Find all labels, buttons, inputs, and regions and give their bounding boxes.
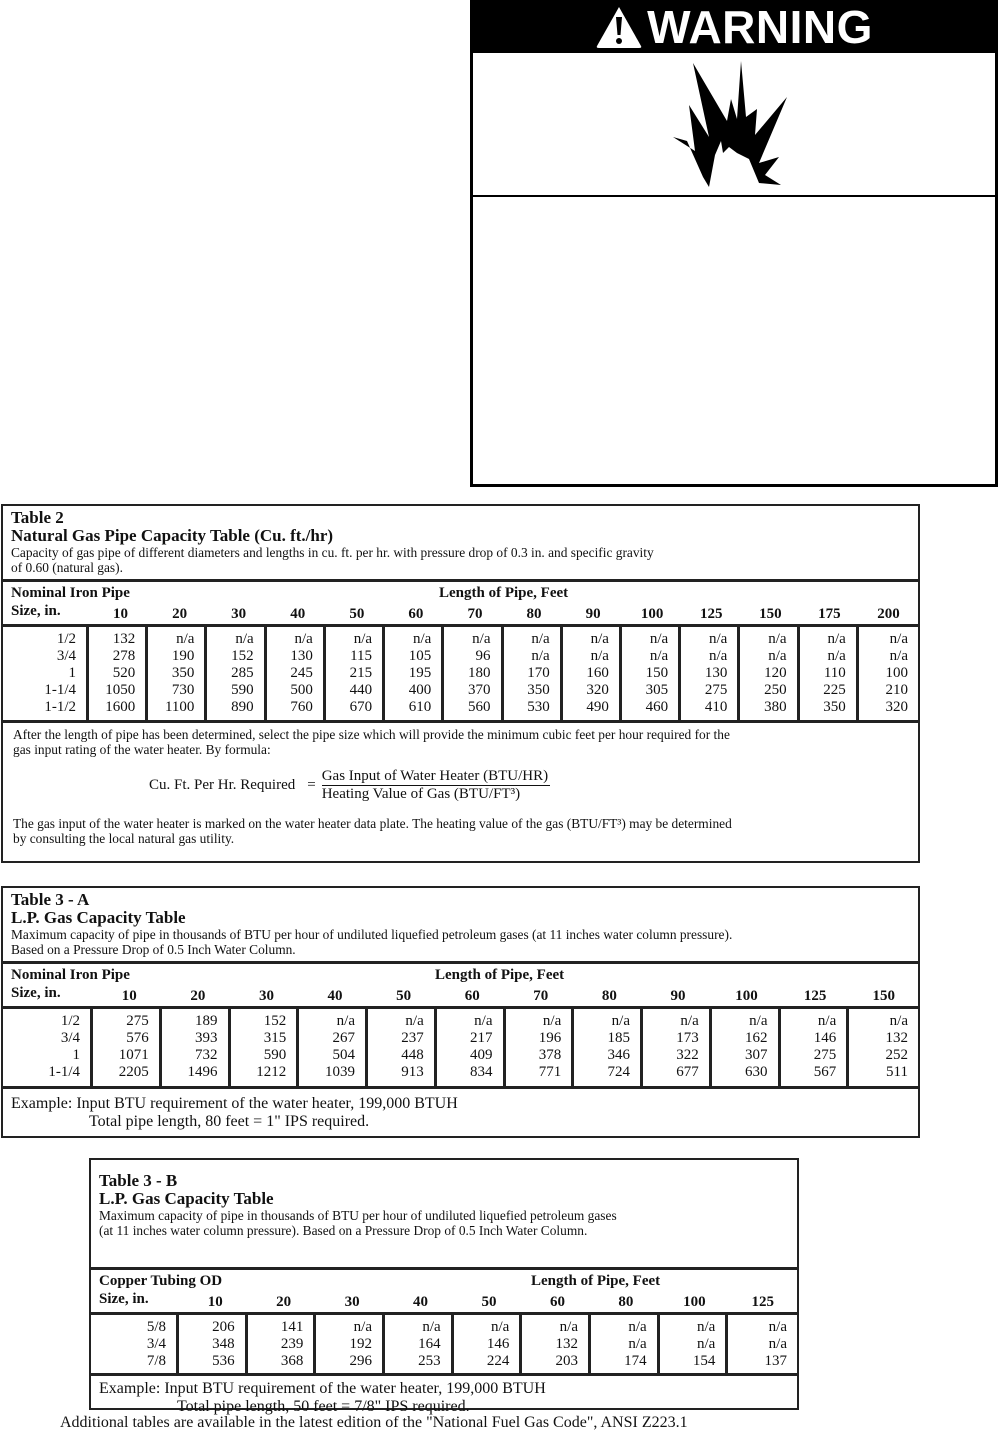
length-headers (181, 1294, 797, 1311)
value-column (622, 627, 681, 720)
table-cell: 296 (349, 1353, 372, 1369)
table-number: Table 3 - A (11, 890, 90, 909)
size-label: 1-1/2 (44, 699, 76, 715)
table-cell: 490 (586, 699, 609, 715)
table-cell: n/a (559, 1319, 578, 1335)
value-column (781, 1009, 850, 1086)
table-cell: n/a (531, 648, 550, 664)
table-cell: 152 (263, 1013, 287, 1029)
table-cell: 1071 (118, 1047, 149, 1063)
formula-fraction (322, 769, 550, 802)
note-text: The gas input of the water heater is marked on the water heater data plate. The heating value of the gas (BTU/FT³) may be determined (13, 816, 732, 831)
table-cell: n/a (889, 648, 908, 664)
column-header (3, 582, 918, 627)
size-label: 7/8 (146, 1353, 166, 1369)
table-cell: n/a (628, 1336, 647, 1352)
warning-header (473, 0, 995, 53)
length-header: 40 (290, 606, 306, 622)
table-cell: 560 (468, 699, 491, 715)
length-header: 60 (464, 988, 480, 1004)
example-text: Total pipe length, 80 feet = 1" IPS required. (89, 1113, 370, 1130)
length-header: 80 (526, 606, 542, 622)
formula-numerator: Gas Input of Water Heater (BTU/HR) (321, 768, 549, 784)
value-column (660, 1315, 729, 1373)
table-cell: 174 (624, 1353, 647, 1369)
value-column (437, 1009, 506, 1086)
table-cell: 1212 (256, 1064, 287, 1080)
table-cell: 1050 (105, 682, 136, 698)
length-header: 40 (413, 1294, 429, 1310)
size-column (3, 627, 89, 720)
table-cell: 1600 (105, 699, 136, 715)
length-header: 40 (327, 988, 343, 1004)
value-column (248, 1315, 317, 1373)
table-cell: 173 (676, 1030, 699, 1046)
column-header (91, 1270, 797, 1315)
warning-body (473, 197, 995, 480)
length-header: 20 (190, 988, 206, 1004)
table-cell: 576 (126, 1030, 149, 1046)
table-cell: n/a (697, 1336, 716, 1352)
length-header: 125 (699, 606, 723, 622)
length-header: 175 (818, 606, 841, 622)
table-cell: n/a (336, 1013, 355, 1029)
table-cell: 192 (349, 1336, 372, 1352)
length-header: 125 (803, 988, 827, 1004)
table-cell: 267 (332, 1030, 355, 1046)
table-cell: 834 (470, 1064, 493, 1080)
table-notes (3, 723, 918, 850)
table-cell: 520 (112, 665, 136, 681)
table-cell: 448 (401, 1047, 424, 1063)
table-cell: 206 (212, 1319, 235, 1335)
table-cell: 196 (538, 1030, 562, 1046)
table-cell: 185 (607, 1030, 630, 1046)
length-header: 50 (481, 1294, 497, 1310)
table-cell: 500 (290, 682, 313, 698)
table-cell: 239 (280, 1336, 304, 1352)
length-header: 90 (670, 988, 686, 1004)
length-header: 80 (618, 1294, 634, 1310)
length-header: 100 (683, 1294, 706, 1310)
row-header-label: Nominal Iron Pipe (11, 967, 130, 983)
table-title: Natural Gas Pipe Capacity Table (Cu. ft./hr) (11, 526, 334, 545)
value-column (231, 1009, 300, 1086)
table-cell: 368 (280, 1353, 304, 1369)
table-cell: 130 (290, 648, 313, 664)
value-column (267, 627, 326, 720)
table-cell: 275 (704, 682, 728, 698)
table-cell: n/a (628, 1319, 647, 1335)
table-cell: 320 (586, 682, 609, 698)
length-header: 100 (640, 606, 664, 622)
table-cell: 146 (486, 1336, 510, 1352)
value-column (148, 627, 207, 720)
table-cell: 210 (885, 682, 908, 698)
table-cell: n/a (531, 631, 550, 647)
table-cell: 315 (263, 1030, 287, 1046)
table-cell: 348 (212, 1336, 235, 1352)
table-cell: 610 (408, 699, 432, 715)
value-column (89, 627, 148, 720)
warning-box (470, 0, 998, 487)
table-description: of 0.60 (natural gas). (11, 560, 123, 575)
table-cell: n/a (353, 631, 373, 647)
table-body (3, 1009, 918, 1089)
size-label: 1-1/4 (44, 682, 76, 698)
table-cell: n/a (889, 1013, 908, 1029)
table-cell: 530 (527, 699, 550, 715)
table-cell: n/a (412, 631, 432, 647)
value-column (574, 1009, 643, 1086)
table-cell: n/a (817, 1013, 837, 1029)
length-header: 30 (258, 988, 274, 1004)
table-cell: 630 (745, 1064, 768, 1080)
length-header: 150 (872, 988, 895, 1004)
value-column (563, 627, 622, 720)
length-header: 80 (601, 988, 617, 1004)
table-3b (89, 1158, 799, 1415)
table-cell: 511 (886, 1064, 908, 1080)
table-cell: 890 (231, 699, 254, 715)
size-column (91, 1315, 179, 1373)
length-headers (95, 988, 918, 1005)
row-header-label: Size, in. (11, 985, 61, 1001)
table-cell: 567 (813, 1064, 837, 1080)
table-cell: 146 (813, 1030, 837, 1046)
table-cell: 190 (171, 648, 195, 664)
column-header (3, 964, 918, 1009)
length-header: 10 (121, 988, 137, 1004)
table-cell: 275 (126, 1013, 149, 1029)
length-header: 90 (585, 606, 601, 622)
value-column (162, 1009, 231, 1086)
table-cell: n/a (491, 1319, 510, 1335)
warning-title: WARNING (647, 0, 873, 53)
table-cell: 250 (764, 682, 787, 698)
value-column (800, 627, 859, 720)
length-header: 150 (759, 606, 782, 622)
table-cell: 504 (332, 1047, 355, 1063)
length-headers (91, 606, 918, 623)
value-column (207, 627, 266, 720)
warning-pictogram (473, 53, 995, 197)
value-column (385, 1315, 454, 1373)
example-text: Total pipe length, 50 feet = 7/8" IPS required. (177, 1398, 470, 1415)
size-label: 5/8 (146, 1319, 166, 1335)
warning-triangle-icon (595, 5, 643, 49)
value-column (326, 627, 385, 720)
table-cell: n/a (768, 631, 787, 647)
table-cell: n/a (590, 631, 609, 647)
size-label: 1-1/4 (48, 1064, 80, 1080)
table-cell: n/a (294, 631, 313, 647)
table-example (3, 1089, 918, 1137)
table-cell: 346 (607, 1047, 630, 1063)
table-cell: n/a (680, 1013, 699, 1029)
size-label: 3/4 (60, 1030, 80, 1046)
table-body (91, 1315, 797, 1376)
table-cell: 152 (231, 648, 254, 664)
length-header: 20 (276, 1294, 292, 1310)
table-cell: 275 (813, 1047, 837, 1063)
table-cell: n/a (827, 631, 846, 647)
span-header: Length of Pipe, Feet (531, 1273, 661, 1289)
length-header: 10 (207, 1294, 223, 1310)
example-text: Example: Input BTU requirement of the water heater, 199,000 BTUH (99, 1380, 546, 1397)
table-title: L.P. Gas Capacity Table (11, 908, 186, 927)
table-cell: n/a (611, 1013, 630, 1029)
table-cell: n/a (590, 648, 609, 664)
table-cell: 252 (885, 1047, 908, 1063)
table-cell: 225 (823, 682, 846, 698)
table-cell: 322 (676, 1047, 699, 1063)
table-cell: 245 (290, 665, 313, 681)
table-cell: n/a (472, 631, 491, 647)
table-cell: 195 (408, 665, 432, 681)
value-column (591, 1315, 660, 1373)
value-column (740, 627, 799, 720)
table-cell: n/a (649, 631, 669, 647)
size-column (3, 1009, 93, 1086)
value-column (712, 1009, 781, 1086)
size-label: 1/2 (56, 631, 76, 647)
value-column (681, 627, 740, 720)
table-3a-header (3, 888, 918, 964)
table-cell: 285 (231, 665, 254, 681)
span-header: Length of Pipe, Feet (435, 967, 565, 983)
value-column (522, 1315, 591, 1373)
formula-equals: = (307, 777, 316, 793)
table-cell: 2205 (118, 1064, 149, 1080)
table-cell: 400 (408, 682, 432, 698)
table-cell: 393 (195, 1030, 218, 1046)
size-label: 1 (68, 665, 76, 681)
table-cell: 590 (263, 1047, 287, 1063)
table-cell: 150 (645, 665, 669, 681)
value-column (504, 627, 563, 720)
table-cell: 378 (538, 1047, 562, 1063)
length-header: 60 (549, 1294, 565, 1310)
table-cell: 115 (350, 648, 373, 664)
table-cell: 253 (418, 1353, 441, 1369)
table-cell: 913 (401, 1064, 424, 1080)
note-text: gas input rating of the water heater. By formula: (13, 742, 271, 757)
table-cell: 370 (468, 682, 491, 698)
table-cell: n/a (405, 1013, 424, 1029)
table-cell: 132 (555, 1336, 578, 1352)
table-cell: 1039 (325, 1064, 355, 1080)
table-cell: 189 (195, 1013, 218, 1029)
row-header-label: Nominal Iron Pipe (11, 585, 130, 601)
value-column (93, 1009, 162, 1086)
table-cell: 350 (171, 665, 195, 681)
length-header: 10 (113, 606, 129, 622)
length-header: 100 (735, 988, 758, 1004)
table-description: Capacity of gas pipe of different diameters and lengths in cu. ft. per hr. with pressure drop of 0.3 in. and specific gravity (11, 545, 654, 560)
length-header: 60 (408, 606, 424, 622)
table-cell: n/a (768, 1319, 787, 1335)
table-description: Maximum capacity of pipe in thousands of BTU per hour of undiluted liquefied petroleum gases (99, 1208, 617, 1223)
value-column (643, 1009, 712, 1086)
value-column (454, 1315, 523, 1373)
table-cell: 137 (764, 1353, 787, 1369)
table-cell: 170 (527, 665, 550, 681)
table-cell: 237 (401, 1030, 424, 1046)
table-cell: 536 (212, 1353, 235, 1369)
length-header: 70 (533, 988, 549, 1004)
table-cell: 215 (349, 665, 373, 681)
table-cell: 141 (280, 1319, 304, 1335)
length-header: 50 (396, 988, 412, 1004)
length-header: 125 (751, 1294, 775, 1310)
value-column (385, 627, 444, 720)
table-2-header (3, 506, 918, 582)
value-column (728, 1315, 797, 1373)
row-header-label: Size, in. (11, 603, 61, 619)
table-cell: n/a (889, 631, 908, 647)
table-cell: 110 (823, 665, 846, 681)
table-cell: 154 (692, 1353, 716, 1369)
table-cell: 278 (112, 648, 136, 664)
value-column (444, 627, 503, 720)
value-column (299, 1009, 368, 1086)
table-cell: 120 (764, 665, 787, 681)
table-cell: n/a (749, 1013, 768, 1029)
size-label: 1 (72, 1047, 80, 1063)
table-2 (1, 504, 920, 863)
formula (149, 769, 908, 802)
table-cell: 410 (704, 699, 728, 715)
table-cell: 460 (645, 699, 669, 715)
table-3b-header (91, 1160, 797, 1270)
table-cell: 590 (231, 682, 254, 698)
table-cell: 350 (527, 682, 550, 698)
table-cell: 105 (408, 648, 432, 664)
table-cell: n/a (649, 648, 669, 664)
table-cell: 164 (418, 1336, 441, 1352)
size-label: 1/2 (60, 1013, 80, 1029)
table-description: (at 11 inches water column pressure). Based on a Pressure Drop of 0.5 Inch Water Column. (99, 1223, 588, 1238)
table-number: Table 2 (11, 508, 64, 527)
value-column (316, 1315, 385, 1373)
table-cell: n/a (235, 631, 254, 647)
example-text: Example: Input BTU requirement of the water heater, 199,000 BTUH (11, 1095, 458, 1112)
table-cell: 1496 (187, 1064, 218, 1080)
value-column (179, 1315, 248, 1373)
table-cell: 730 (171, 682, 195, 698)
table-cell: n/a (768, 1336, 787, 1352)
value-column (368, 1009, 437, 1086)
note-text: After the length of pipe has been determined, select the pipe size which will provide the minimum cubic feet per hour required for the (13, 727, 730, 742)
table-title: L.P. Gas Capacity Table (99, 1189, 274, 1208)
table-cell: 130 (704, 665, 728, 681)
table-cell: n/a (709, 648, 728, 664)
size-label: 3/4 (56, 648, 76, 664)
table-cell: 132 (885, 1030, 908, 1046)
table-cell: 440 (349, 682, 373, 698)
length-header: 20 (172, 606, 188, 622)
span-header: Length of Pipe, Feet (439, 585, 569, 601)
table-cell: n/a (542, 1013, 562, 1029)
table-cell: 96 (475, 648, 491, 664)
value-column (849, 1009, 918, 1086)
table-cell: 132 (112, 631, 136, 647)
table-cell: n/a (768, 648, 787, 664)
table-cell: 409 (470, 1047, 493, 1063)
table-cell: 160 (586, 665, 609, 681)
explosion-icon (669, 59, 799, 189)
footnote: Additional tables are available in the latest edition of the "National Fuel Gas Code", ANSI Z223.1 (60, 1414, 688, 1431)
table-cell: n/a (697, 1319, 716, 1335)
table-body (3, 627, 918, 723)
table-cell: 203 (555, 1353, 578, 1369)
table-cell: n/a (422, 1319, 441, 1335)
table-cell: 305 (645, 682, 669, 698)
table-cell: 320 (885, 699, 908, 715)
table-cell: n/a (474, 1013, 493, 1029)
table-cell: 380 (764, 699, 787, 715)
length-header: 50 (349, 606, 365, 622)
note-text: by consulting the local natural gas utility. (13, 831, 235, 846)
table-cell: 670 (349, 699, 373, 715)
table-3a (1, 886, 920, 1138)
table-cell: 350 (823, 699, 846, 715)
table-cell: 732 (195, 1047, 218, 1063)
value-column (506, 1009, 575, 1086)
table-cell: n/a (353, 1319, 372, 1335)
row-header-label: Size, in. (99, 1291, 149, 1307)
table-description: Based on a Pressure Drop of 0.5 Inch Water Column. (11, 942, 296, 957)
table-cell: 1100 (164, 699, 195, 715)
table-number: Table 3 - B (99, 1171, 178, 1190)
table-cell: 180 (468, 665, 491, 681)
size-label: 3/4 (146, 1336, 166, 1352)
length-header: 200 (877, 606, 900, 622)
formula-denominator: Heating Value of Gas (BTU/FT³) (321, 786, 521, 802)
row-header-label: Copper Tubing OD (99, 1273, 223, 1289)
table-description: Maximum capacity of pipe in thousands of BTU per hour of undiluted liquefied petroleum gases (at 11 inches water column pressure). (11, 927, 733, 942)
formula-lhs: Cu. Ft. Per Hr. Required (149, 777, 296, 793)
length-header: 70 (467, 606, 483, 622)
length-header: 30 (344, 1294, 360, 1310)
table-cell: 224 (486, 1353, 510, 1369)
table-cell: 760 (290, 699, 313, 715)
table-cell: 217 (470, 1030, 493, 1046)
table-cell: n/a (176, 631, 195, 647)
table-cell: 724 (607, 1064, 630, 1080)
table-cell: 677 (676, 1064, 699, 1080)
table-cell: 162 (745, 1030, 768, 1046)
table-cell: 771 (538, 1064, 562, 1080)
value-column (859, 627, 918, 720)
table-cell: 307 (745, 1047, 768, 1063)
table-cell: 100 (885, 665, 908, 681)
length-header: 30 (231, 606, 247, 622)
table-cell: n/a (709, 631, 728, 647)
table-cell: n/a (827, 648, 846, 664)
